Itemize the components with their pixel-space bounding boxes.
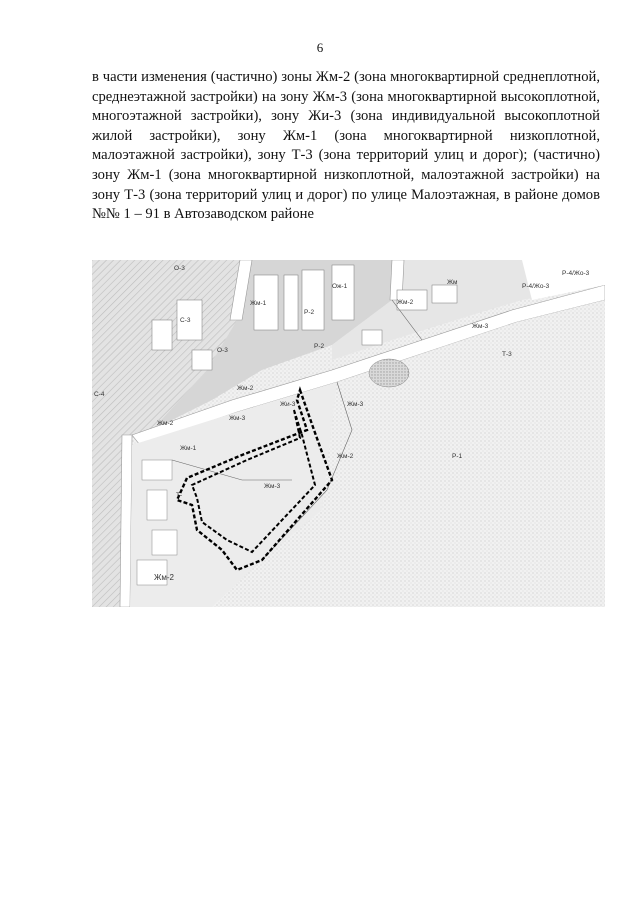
road-vertical-left <box>120 435 132 607</box>
zoning-map <box>92 260 605 607</box>
label-zhm2-a: Жм-2 <box>237 385 254 392</box>
label-o3-mid: О-3 <box>217 347 228 354</box>
page-number: 6 <box>316 40 324 55</box>
label-zhm3-right: Жм-3 <box>472 323 489 330</box>
body-paragraph: в части изменения (частично) зоны Жм-2 (зона многоквартирной среднеплотной, среднеэтажной застройки) на зону Жм-3 (зона многоквартирной высокоплотной, многоэтажной застройки), зону Жи-3 (зона индивидуальной высокоплотной жилой застройки), зону Жм-1 (зона многоквартирной низкоплотной, малоэтажной застройки), зону Т-3 (зона территорий улиц и дорог); (частично) зону Жм-1 (зона многоквартирной низкоплотной, малоэтажной застройки) на зону Т-3 (зона территорий улиц и дорог) по улице Малоэтажная, в районе домов №№ 1 – 91 в Автозаводском районе <box>92 69 600 223</box>
label-ozh-top: Ож-1 <box>332 283 348 290</box>
label-p4: Р-4/Жо-3 <box>562 270 590 277</box>
label-zhi3: Жи-3 <box>280 401 296 408</box>
label-zhm2-center: Жм-2 <box>337 453 354 460</box>
label-zhm2-bottom: Жм-2 <box>154 573 174 582</box>
label-p2-mid: Р-2 <box>314 343 325 350</box>
zone-p2-oval <box>369 359 409 387</box>
label-zhm3-left: Жм-3 <box>229 415 246 422</box>
label-zhm1-left: Жм-1 <box>180 445 197 452</box>
label-zhm2-left: Жм-2 <box>157 420 174 427</box>
label-o3-top: О-3 <box>174 265 185 272</box>
label-zhm-right: Жм <box>447 279 458 286</box>
label-p2-top: Р-2 <box>304 309 315 316</box>
label-t3-right: Т-3 <box>502 351 512 358</box>
label-zhm3-mid: Жм-3 <box>347 401 364 408</box>
label-c4: С-4 <box>94 391 105 398</box>
label-p1-right: Р-1 <box>452 453 463 460</box>
label-c3: С-3 <box>180 317 191 324</box>
label-zhm1-top: Жм-1 <box>250 300 267 307</box>
label-p1zho: Р-4/Жо-3 <box>522 283 550 290</box>
label-zhm3-center: Жм-3 <box>264 483 281 490</box>
label-t-small: Т- <box>176 492 183 499</box>
label-zhm2-top: Жм-2 <box>397 299 414 306</box>
